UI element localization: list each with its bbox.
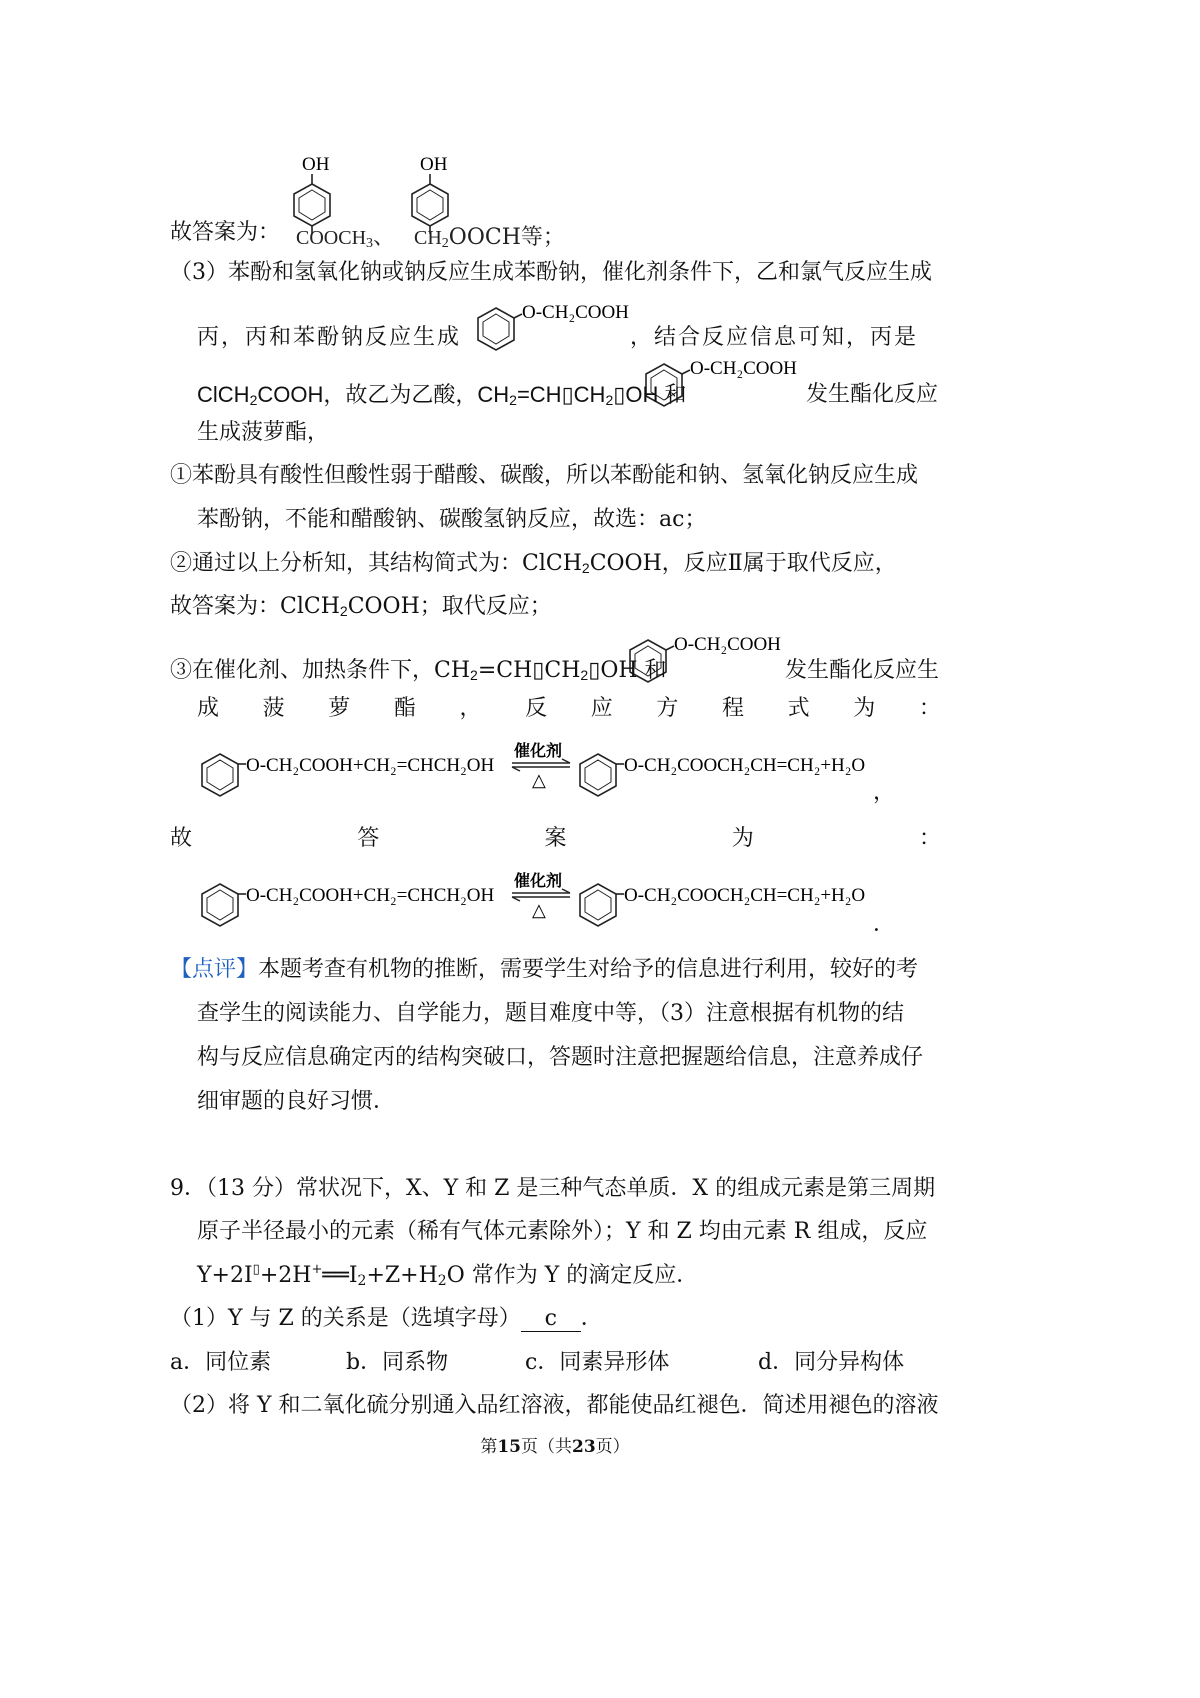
answer-line: 故答案为： bbox=[170, 220, 281, 245]
substituent-label: $CH_2OOCH$等； bbox=[414, 225, 565, 251]
paragraph-line: 苯酚钠，不能和醋酸钠、碳酸氢钠反应，故选：ac； bbox=[197, 507, 707, 532]
paragraph-line: 发生酯化反应生 bbox=[785, 658, 940, 683]
question-line: 原子半径最小的元素（稀有气体元素除外）；Y 和 Z 均由元素 R 组成，反应 bbox=[197, 1219, 928, 1244]
question-line: $Y+2I^▯+2H^+══I_2+Z+H_2O$ 常作为 Y 的滴定反应． bbox=[197, 1262, 699, 1289]
justified-line: 成 菠 萝 酯 ， 反 应 方 程 式 为 ： bbox=[197, 696, 941, 721]
oh-label: OH bbox=[302, 154, 330, 175]
total-pages: 23 bbox=[572, 1437, 596, 1457]
option-c: c．同素异形体 bbox=[525, 1350, 670, 1375]
option-b: b．同系物 bbox=[346, 1350, 449, 1375]
group-label: O-CH₂COOH bbox=[522, 302, 629, 323]
punctuation: ， bbox=[873, 780, 896, 805]
option-d: d．同分异构体 bbox=[758, 1350, 905, 1375]
paragraph-line: 发生酯化反应 bbox=[806, 382, 939, 407]
paragraph-line: ②通过以上分析知，其结构简式为：ClCH$_2$COOH，反应Ⅱ属于取代反应， bbox=[170, 551, 897, 576]
paragraph-line: （3）苯酚和氢氧化钠或钠反应生成苯酚钠，催化剂条件下，乙和氯气反应生成 bbox=[170, 260, 932, 285]
comment-line: 构与反应信息确定丙的结构突破口，答题时注意把握题给信息，注意养成仔 bbox=[197, 1045, 924, 1070]
punctuation: ． bbox=[873, 912, 896, 937]
page-number: 15 bbox=[497, 1437, 521, 1457]
equation-products: O-CH₂COOCH₂CH=CH₂+H₂O bbox=[624, 885, 866, 906]
comment-tag: 【点评】 bbox=[170, 957, 259, 982]
reaction-condition: 催化剂 bbox=[514, 873, 563, 890]
paragraph-line: ①苯酚具有酸性但酸性弱于醋酸、碳酸，所以苯酚能和钠、氢氧化钠反应生成 bbox=[170, 463, 919, 488]
option-a: a．同位素 bbox=[170, 1350, 272, 1375]
structure-phenoxyacetic-acid bbox=[470, 296, 650, 356]
question-line: （1）Y 与 Z 的关系是（选填字母） c ． bbox=[170, 1306, 603, 1331]
substituent-label: $COOCH_3$、 bbox=[296, 225, 396, 251]
reaction-condition: 催化剂 bbox=[514, 743, 563, 760]
page-footer: 第15页（共23页） bbox=[480, 1437, 630, 1457]
paragraph-line: ③在催化剂、加热条件下，$CH_2=CH▯CH_2▯OH$ 和 bbox=[170, 658, 667, 683]
paragraph-line: 丙，丙和苯酚钠反应生成 bbox=[197, 325, 462, 350]
group-label: O-CH₂COOH bbox=[674, 634, 781, 655]
reaction-equation bbox=[196, 740, 896, 800]
comment-line: 细审题的良好习惯． bbox=[197, 1089, 396, 1114]
paragraph-line: ，结合反应信息可知，丙是 bbox=[630, 325, 919, 350]
answer-blank: c bbox=[521, 1307, 581, 1332]
group-label: O-CH₂COOH bbox=[690, 358, 797, 379]
question-line: 9．（13 分）常状况下，X、Y 和 Z 是三种气态单质．X 的组成元素是第三周期 bbox=[170, 1176, 936, 1201]
paragraph-line: 生成菠萝酯， bbox=[197, 420, 330, 445]
question-line: （2）将 Y 和二氧化硫分别通入品红溶液，都能使品红褪色．简述用褪色的溶液 bbox=[170, 1393, 939, 1418]
heat-symbol: △ bbox=[532, 900, 546, 920]
justified-line: 故 答 案 为 ： bbox=[170, 826, 941, 851]
comment-line: 查学生的阅读能力、自学能力，题目难度中等，（3）注意根据有机物的结 bbox=[197, 1001, 904, 1026]
equation-reactants: O-CH₂COOH+CH₂=CHCH₂OH bbox=[246, 885, 495, 906]
heat-symbol: △ bbox=[532, 770, 546, 790]
comment-line: 【点评】本题考查有机物的推断，需要学生对给予的信息进行利用，较好的考 bbox=[170, 957, 919, 982]
equation-reactants: O-CH₂COOH+CH₂=CHCH₂OH bbox=[246, 755, 495, 776]
paragraph-line: ClCH$_2$COOH，故乙为乙酸，$CH_2=CH▯CH_2▯OH$ 和 bbox=[197, 382, 687, 408]
paragraph-line: 故答案为：ClCH$_2$COOH；取代反应； bbox=[170, 594, 552, 619]
oh-label: OH bbox=[420, 154, 448, 175]
equation-products: O-CH₂COOCH₂CH=CH₂+H₂O bbox=[624, 755, 866, 776]
reaction-equation bbox=[196, 870, 896, 930]
